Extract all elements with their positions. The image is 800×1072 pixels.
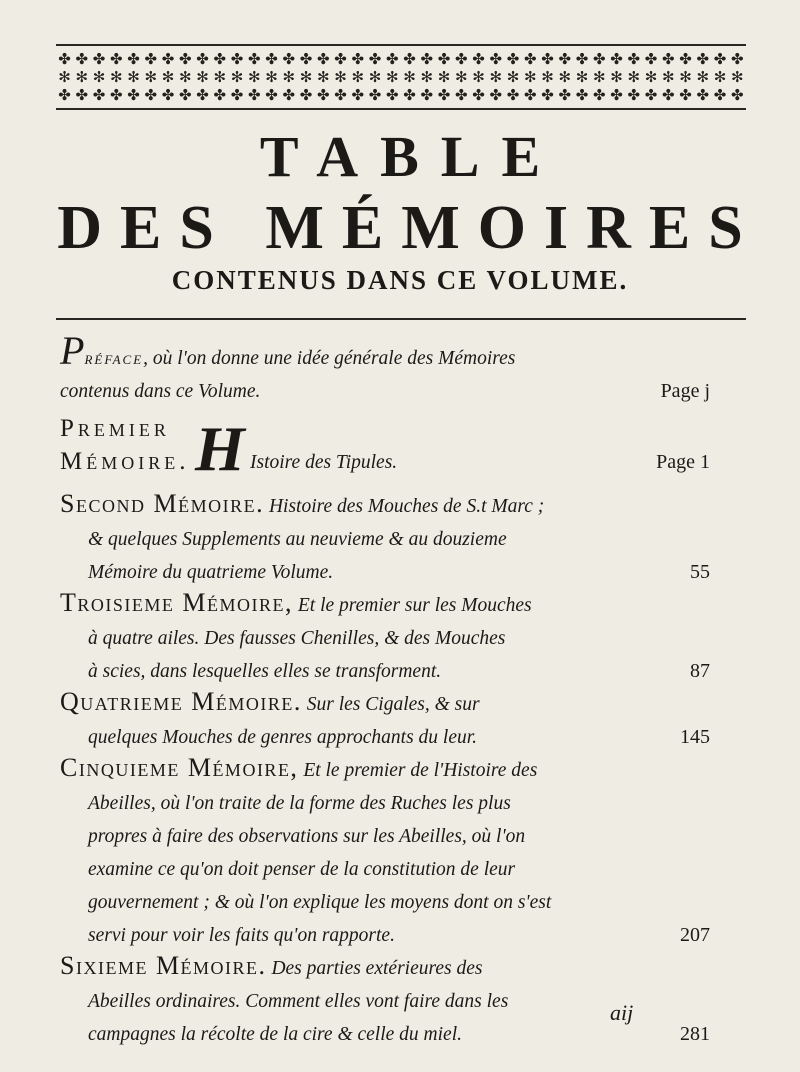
- troisieme-line2: à quatre ailes. Des fausses Chenilles, & des Mouches: [88, 628, 506, 649]
- fleuron-icon: ✤: [575, 87, 589, 103]
- toc-entry-second: [60, 487, 710, 589]
- title-table: TABLE: [259, 124, 563, 189]
- fleuron-icon: ✻: [541, 69, 554, 85]
- fleuron-icon: ✤: [144, 87, 158, 103]
- fleuron-icon: ✤: [230, 51, 244, 67]
- cinquieme-line6: servi pour voir les faits qu'on rapporte.: [88, 925, 395, 946]
- fleuron-icon: ✤: [144, 51, 158, 67]
- premier-page-ref: Page 1: [656, 451, 710, 473]
- toc-entry-troisieme: [60, 586, 710, 688]
- fleuron-icon: ✻: [282, 69, 296, 85]
- fleuron-icon: ✻: [558, 69, 572, 85]
- ornament-row-middle: [56, 69, 746, 85]
- fleuron-icon: ✻: [265, 69, 278, 85]
- fleuron-icon: ✤: [644, 51, 658, 67]
- fleuron-icon: ✻: [58, 69, 71, 85]
- fleuron-icon: ✻: [196, 69, 209, 85]
- sixieme-page-ref: 281: [680, 1023, 710, 1045]
- cinquieme-lead: Cinquieme Mémoire,: [60, 753, 299, 782]
- cinquieme-line4: examine ce qu'on doit penser de la constitution de leur: [88, 859, 516, 880]
- fleuron-icon: ✤: [265, 51, 278, 67]
- preface-page-ref: Page j: [660, 380, 710, 402]
- fleuron-icon: ✤: [420, 87, 434, 103]
- fleuron-icon: ✤: [265, 87, 278, 103]
- fleuron-icon: ✤: [472, 51, 485, 67]
- fleuron-icon: ✻: [713, 69, 727, 85]
- fleuron-icon: ✻: [109, 69, 123, 85]
- fleuron-icon: ✤: [282, 51, 296, 67]
- fleuron-icon: ✤: [489, 51, 503, 67]
- fleuron-icon: ✻: [213, 69, 227, 85]
- fleuron-icon: ✻: [472, 69, 485, 85]
- fleuron-icon: ✤: [334, 51, 347, 67]
- fleuron-icon: ✻: [92, 69, 106, 85]
- fleuron-icon: ✻: [610, 69, 623, 85]
- fleuron-icon: ✤: [316, 51, 330, 67]
- ornamental-header-band: [56, 44, 746, 110]
- second-page-ref: 55: [690, 561, 710, 583]
- fleuron-icon: ✤: [644, 87, 658, 103]
- fleuron-icon: ✤: [713, 87, 727, 103]
- fleuron-icon: ✤: [178, 51, 192, 67]
- fleuron-icon: ✻: [299, 69, 313, 85]
- fleuron-icon: ✻: [679, 69, 692, 85]
- fleuron-icon: ✤: [92, 87, 106, 103]
- fleuron-icon: ✤: [679, 51, 692, 67]
- fleuron-icon: ✻: [161, 69, 175, 85]
- fleuron-icon: ✻: [489, 69, 503, 85]
- sixieme-lead: Sixieme Mémoire.: [60, 951, 267, 980]
- fleuron-icon: ✤: [58, 51, 71, 67]
- fleuron-icon: ✤: [109, 51, 123, 67]
- fleuron-icon: ✤: [247, 87, 261, 103]
- fleuron-icon: ✤: [75, 87, 89, 103]
- fleuron-icon: ✤: [282, 87, 296, 103]
- fleuron-icon: ✤: [437, 51, 451, 67]
- fleuron-icon: ✤: [385, 87, 399, 103]
- fleuron-icon: ✤: [299, 87, 313, 103]
- fleuron-icon: ✤: [506, 87, 520, 103]
- fleuron-icon: ✤: [161, 87, 175, 103]
- fleuron-icon: ✤: [454, 87, 468, 103]
- quatrieme-line2: quelques Mouches de genres approchants du leur.: [88, 727, 478, 748]
- troisieme-line3: à scies, dans lesquelles elles se transforment.: [88, 661, 442, 682]
- toc-entry-premier: [60, 412, 710, 482]
- cinquieme-line3: propres à faire des observations sur les Abeilles, où l'on: [88, 826, 526, 847]
- subtitle-contenus: CONTENUS DANS CE VOLUME.: [171, 265, 629, 295]
- fleuron-icon: ✤: [592, 87, 606, 103]
- fleuron-icon: ✻: [696, 69, 710, 85]
- signature-mark: aij: [610, 1000, 634, 1025]
- fleuron-icon: ✻: [420, 69, 434, 85]
- ornament-row-bottom: [56, 87, 746, 103]
- fleuron-icon: ✤: [351, 51, 365, 67]
- troisieme-page-ref: 87: [690, 660, 710, 682]
- cinquieme-line1: Et le premier de l'Histoire des: [303, 760, 538, 781]
- fleuron-icon: ✻: [178, 69, 192, 85]
- fleuron-icon: ✻: [661, 69, 675, 85]
- troisieme-lead: Troisieme Mémoire,: [60, 588, 293, 617]
- fleuron-icon: ✤: [523, 51, 537, 67]
- fleuron-icon: ✻: [351, 69, 365, 85]
- toc-entry-quatrieme: [60, 685, 710, 754]
- fleuron-icon: ✻: [403, 69, 416, 85]
- horizontal-rule: [56, 318, 746, 320]
- second-line3: Mémoire du quatrieme Volume.: [88, 562, 334, 583]
- fleuron-icon: ✤: [196, 51, 209, 67]
- fleuron-icon: ✻: [523, 69, 537, 85]
- title-des-memoires: DES MÉMOIRES: [57, 194, 761, 262]
- fleuron-icon: ✤: [127, 87, 140, 103]
- fleuron-icon: ✤: [213, 51, 227, 67]
- fleuron-icon: ✤: [385, 51, 399, 67]
- fleuron-icon: ✤: [541, 87, 554, 103]
- fleuron-icon: ✤: [627, 87, 641, 103]
- toc-entry-preface: [60, 328, 710, 408]
- quatrieme-line1: Sur les Cigales, & sur: [306, 694, 480, 715]
- fleuron-icon: ✻: [334, 69, 347, 85]
- fleuron-icon: ✤: [454, 51, 468, 67]
- fleuron-icon: ✻: [592, 69, 606, 85]
- preface-text-line2: contenus dans ce Volume.: [60, 381, 261, 402]
- fleuron-icon: ✤: [437, 87, 451, 103]
- second-line2: & quelques Supplements au neuvieme & au douzieme: [88, 529, 507, 550]
- premier-lead-line1: Premier: [60, 415, 170, 442]
- fleuron-icon: ✤: [58, 87, 71, 103]
- fleuron-icon: ✻: [144, 69, 158, 85]
- fleuron-icon: ✤: [351, 87, 365, 103]
- premier-lead: [60, 412, 189, 478]
- fleuron-icon: ✻: [644, 69, 658, 85]
- fleuron-icon: ✤: [627, 51, 641, 67]
- toc-entry-cinquieme: [60, 751, 710, 952]
- fleuron-icon: ✤: [178, 87, 192, 103]
- second-line1: Histoire des Mouches de S.t Marc ;: [268, 496, 545, 517]
- fleuron-icon: ✤: [403, 51, 416, 67]
- fleuron-icon: ✻: [730, 69, 744, 85]
- fleuron-icon: ✻: [627, 69, 641, 85]
- premier-dropcap: H: [195, 413, 245, 484]
- fleuron-icon: ✤: [75, 51, 89, 67]
- fleuron-icon: ✤: [420, 51, 434, 67]
- fleuron-icon: ✻: [75, 69, 89, 85]
- ornament-row-top: [56, 51, 746, 67]
- fleuron-icon: ✤: [661, 87, 675, 103]
- sixieme-line2: Abeilles ordinaires. Comment elles vont faire dans les: [88, 991, 509, 1012]
- fleuron-icon: ✤: [592, 51, 606, 67]
- fleuron-icon: ✻: [385, 69, 399, 85]
- premier-lead-line2: Mémoire.: [60, 448, 190, 475]
- troisieme-line1: Et le premier sur les Mouches: [297, 595, 532, 616]
- fleuron-icon: ✤: [92, 51, 106, 67]
- fleuron-icon: ✻: [454, 69, 468, 85]
- fleuron-icon: ✻: [127, 69, 140, 85]
- fleuron-icon: ✤: [679, 87, 692, 103]
- fleuron-icon: ✤: [247, 51, 261, 67]
- fleuron-icon: ✤: [368, 87, 382, 103]
- fleuron-icon: ✻: [437, 69, 451, 85]
- fleuron-icon: ✤: [696, 51, 710, 67]
- fleuron-icon: ✤: [610, 51, 623, 67]
- preface-small-caps: réface: [84, 348, 144, 369]
- fleuron-icon: ✤: [713, 51, 727, 67]
- cinquieme-line5: gouvernement ; & où l'on explique les moyens dont on s'est: [88, 892, 552, 913]
- fleuron-icon: ✤: [696, 87, 710, 103]
- fleuron-icon: ✤: [403, 87, 416, 103]
- cinquieme-line2: Abeilles, où l'on traite de la forme des Ruches les plus: [88, 793, 511, 814]
- fleuron-icon: ✤: [541, 51, 554, 67]
- fleuron-icon: ✻: [247, 69, 261, 85]
- sixieme-line3: campagnes la récolte de la cire & celle du miel.: [88, 1024, 462, 1045]
- cinquieme-page-ref: 207: [680, 924, 710, 946]
- fleuron-icon: ✤: [127, 51, 140, 67]
- fleuron-icon: ✤: [472, 87, 485, 103]
- fleuron-icon: ✤: [109, 87, 123, 103]
- fleuron-icon: ✤: [506, 51, 520, 67]
- fleuron-icon: ✤: [334, 87, 347, 103]
- fleuron-icon: ✤: [730, 87, 744, 103]
- sixieme-line1: Des parties extérieures des: [271, 958, 483, 979]
- fleuron-icon: ✤: [661, 51, 675, 67]
- fleuron-icon: ✤: [610, 87, 623, 103]
- second-lead: Second Mémoire.: [60, 489, 265, 518]
- fleuron-icon: ✻: [316, 69, 330, 85]
- fleuron-icon: ✤: [489, 87, 503, 103]
- preface-text-line1: , où l'on donne une idée générale des Mémoires: [143, 348, 516, 369]
- fleuron-icon: ✻: [575, 69, 589, 85]
- fleuron-icon: ✻: [230, 69, 244, 85]
- fleuron-icon: ✤: [558, 51, 572, 67]
- quatrieme-page-ref: 145: [680, 726, 710, 748]
- premier-title: Istoire des Tipules.: [250, 452, 398, 473]
- fleuron-icon: ✤: [299, 51, 313, 67]
- fleuron-icon: ✤: [575, 51, 589, 67]
- fleuron-icon: ✤: [368, 51, 382, 67]
- fleuron-icon: ✤: [558, 87, 572, 103]
- fleuron-icon: ✤: [730, 51, 744, 67]
- fleuron-icon: ✤: [230, 87, 244, 103]
- quatrieme-lead: Quatrieme Mémoire.: [60, 687, 302, 716]
- fleuron-icon: ✤: [213, 87, 227, 103]
- fleuron-icon: ✤: [196, 87, 209, 103]
- fleuron-icon: ✻: [368, 69, 382, 85]
- fleuron-icon: ✤: [523, 87, 537, 103]
- fleuron-icon: ✤: [161, 51, 175, 67]
- fleuron-icon: ✻: [506, 69, 520, 85]
- preface-initial: P: [60, 328, 85, 373]
- fleuron-icon: ✤: [316, 87, 330, 103]
